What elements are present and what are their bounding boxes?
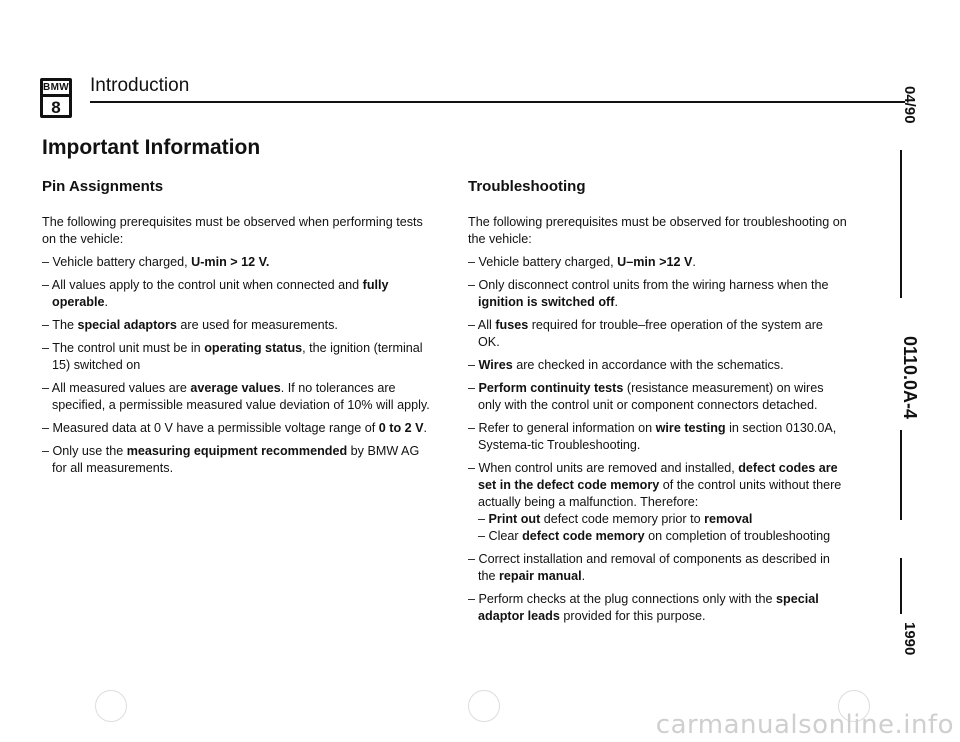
bold-text: special adaptors xyxy=(77,318,177,332)
text: – All values apply to the control unit when connected and xyxy=(42,278,363,292)
text: – xyxy=(468,358,479,372)
bold-text: Perform continuity tests xyxy=(478,381,624,395)
text: – All xyxy=(468,318,496,332)
bold-text: defect code memory xyxy=(522,529,645,543)
bold-text: special adaptor leads xyxy=(478,592,819,623)
text: in section 0130.0A, Systema-tic Troubleshooting. xyxy=(478,421,837,452)
text: – xyxy=(478,512,489,526)
sidebar-date: 04/90 xyxy=(901,86,918,124)
bold-text: repair manual xyxy=(499,569,582,583)
text: – All measured values are xyxy=(42,381,191,395)
bold-text: ignition is switched off xyxy=(478,295,615,309)
text: – The xyxy=(42,318,78,332)
section-title: Introduction xyxy=(90,75,190,96)
pin-assignments-intro: The following prerequisites must be observed when performing tests on the vehicle: xyxy=(42,215,423,246)
text: of the control units without there actually being a malfunction. Therefore: xyxy=(478,478,842,509)
sidebar-line-2 xyxy=(900,430,902,520)
text: , the ignition (terminal 15) switched on xyxy=(52,341,423,372)
pin-assignments-heading: Pin Assignments xyxy=(42,178,164,195)
text: . xyxy=(423,421,428,435)
text: – Measured data at 0 V have a permissible voltage range of xyxy=(42,421,379,435)
list-item xyxy=(468,380,848,414)
logo-top: BMW xyxy=(43,81,69,97)
text: – Perform checks at the plug connections only with the xyxy=(468,592,777,606)
text: – Only use the xyxy=(42,444,127,458)
bold-text: wire testing xyxy=(655,421,726,435)
sidebar-line-3 xyxy=(900,558,902,614)
bold-text: removal xyxy=(704,512,753,526)
text: provided for this purpose. xyxy=(559,609,706,623)
text: by BMW AG for all measurements. xyxy=(52,444,420,475)
text: – Correct installation and removal of components as described in the xyxy=(468,552,830,583)
bmw-8-logo xyxy=(40,78,72,118)
sidebar-doc-code: 0110.0A-4 xyxy=(900,336,920,420)
bold-text: average values xyxy=(190,381,281,395)
text: – The control unit must be in xyxy=(42,341,205,355)
list-item xyxy=(42,317,432,334)
text: defect code memory prior to xyxy=(540,512,705,526)
header-rule xyxy=(90,101,905,103)
logo-bottom: 8 xyxy=(51,98,61,117)
list-item xyxy=(42,420,432,437)
bold-text: operating status xyxy=(204,341,303,355)
pin-assignments-column xyxy=(42,177,432,483)
troubleshooting-heading: Troubleshooting xyxy=(468,178,586,195)
text: on completion of troubleshooting xyxy=(644,529,831,543)
text: . If no tolerances are specified, a permissible measured value deviation of 10% will apply. xyxy=(52,381,430,412)
binder-hole xyxy=(468,690,500,722)
bold-text: U–min >12 V xyxy=(617,255,693,269)
list-item xyxy=(468,591,848,625)
bold-text: measuring equipment recommended xyxy=(126,444,348,458)
bold-text: Print out xyxy=(488,512,541,526)
troubleshooting-intro: The following prerequisites must be observed for troubleshooting on the vehicle: xyxy=(468,215,847,246)
text: . xyxy=(104,295,108,309)
troubleshooting-column xyxy=(468,177,848,631)
text: – Clear xyxy=(478,529,523,543)
text: are used for measurements. xyxy=(176,318,338,332)
list-item xyxy=(468,317,848,351)
bold-text: U-min > 12 V. xyxy=(191,255,270,269)
bold-text: fuses xyxy=(495,318,529,332)
list-item xyxy=(42,340,432,374)
pin-assignments-list xyxy=(42,254,432,477)
text: – Only disconnect control units from the wiring harness when the xyxy=(468,278,829,292)
troubleshooting-list xyxy=(468,254,848,625)
watermark: carmanualsonline.info xyxy=(655,710,954,740)
list-item xyxy=(468,277,848,311)
bold-text: Wires xyxy=(478,358,513,372)
bold-text: 0 to 2 V xyxy=(378,421,424,435)
text: – Vehicle battery charged, xyxy=(468,255,618,269)
sidebar-line-1 xyxy=(900,150,902,298)
text: . xyxy=(581,569,586,583)
list-item xyxy=(468,460,848,545)
list-item xyxy=(468,551,848,585)
list-item xyxy=(42,380,432,414)
bold-text: defect codes are set in the defect code memory xyxy=(478,461,838,492)
text: – When control units are removed and installed, xyxy=(468,461,739,475)
text: – Refer to general information on xyxy=(468,421,656,435)
list-item xyxy=(42,277,432,311)
text: – Vehicle battery charged, xyxy=(42,255,192,269)
list-item xyxy=(468,357,848,374)
text: – xyxy=(468,381,479,395)
sidebar-year: 1990 xyxy=(901,622,918,656)
page-title: Important Information xyxy=(42,136,261,159)
text: are checked in accordance with the schematics. xyxy=(512,358,784,372)
text: (resistance measurement) on wires only with the control unit or component connectors detached. xyxy=(478,381,824,412)
list-item xyxy=(42,254,432,271)
list-item xyxy=(42,443,432,477)
text: . xyxy=(614,295,618,309)
binder-hole xyxy=(95,690,127,722)
list-item xyxy=(468,420,848,454)
list-item xyxy=(468,254,848,271)
text: required for trouble–free operation of the system are OK. xyxy=(478,318,823,349)
bold-text: fully operable xyxy=(52,278,389,309)
text: . xyxy=(692,255,696,269)
